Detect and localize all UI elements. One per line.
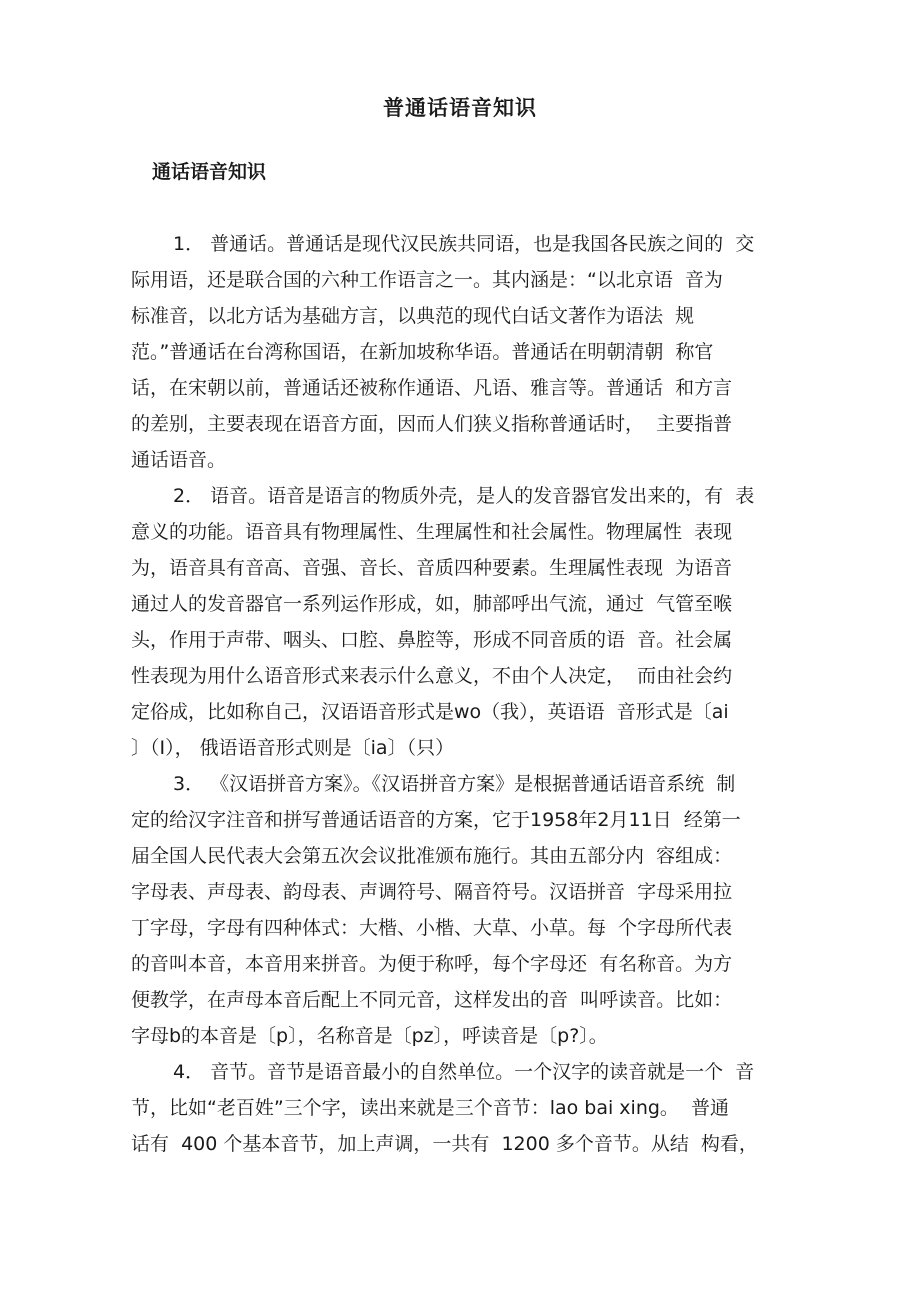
paragraph-3-line-2: 定的给汉字注音和拼写普通话语音的方案，它于1958年2月11日 经第一 (131, 809, 741, 831)
paragraph-2-line-6: 性表现为用什么语音形式来表示什么意义，不由个人决定， 而由社会约 (131, 665, 733, 687)
paragraph-1-line-7: 通话语音。 (131, 449, 227, 471)
paragraph-2-line-4: 通过人的发音器官一系列运作形成，如，肺部呼出气流，通过 气管至喉 (131, 593, 733, 615)
paragraph-2-line-5: 头，作用于声带、咽头、口腔、鼻腔等，形成不同音质的语 音。社会属 (131, 629, 733, 651)
document-title: 普通话语音知识 (383, 96, 537, 120)
document-subtitle: 通话语音知识 (152, 161, 267, 183)
paragraph-2-line-2: 意义的功能。语音具有物理属性、生理属性和社会属性。物理属性 表现 (131, 521, 733, 543)
paragraph-3-line-4: 字母表、声母表、韵母表、声调符号、隔音符号。汉语拼音 字母采用拉 (131, 881, 733, 903)
document-body (131, 226, 811, 1162)
paragraph-3-line-3: 届全国人民代表大会第五次会议批准颁布施行。其由五部分内 容组成： (131, 845, 733, 867)
paragraph-2-line-8: 〕（I）， 俄语语音形式则是〔ia〕（只） (131, 737, 455, 759)
paragraph-1-line-5: 话，在宋朝以前，普通话还被称作通语、凡语、雅言等。普通话 和方言 (131, 377, 733, 399)
paragraph-1-line-2: 际用语，还是联合国的六种工作语言之一。其内涵是：“以北京语 音为 (131, 269, 723, 291)
paragraph-3-line-5: 丁字母，字母有四种体式：大楷、小楷、大草、小草。每 个字母所代表 (131, 917, 733, 939)
paragraph-2-line-7: 定俗成，比如称自己，汉语语音形式是wo（我），英语语 音形式是〔ai (131, 701, 729, 723)
paragraph-1-line-6: 的差别，主要表现在语音方面，因而人们狭义指称普通话时， 主要指普 (131, 413, 733, 435)
paragraph-4-line-3: 话有 400 个基本音节，加上声调，一共有 1200 多个音节。从结 构看， (131, 1133, 758, 1155)
paragraph-1-line-1: 1． 普通话。普通话是现代汉民族共同语，也是我国各民族之间的 交 (173, 233, 755, 255)
paragraph-3-line-7: 便教学，在声母本音后配上不同元音，这样发出的音 叫呼读音。比如： (131, 989, 733, 1011)
paragraph-2-line-3: 为，语音具有音高、音强、音长、音质四种要素。生理属性表现 为语音 (131, 557, 733, 579)
paragraph-3-line-8: 字母b的本音是〔p〕，名称音是〔pz〕，呼读音是〔p?〕。 (131, 1025, 608, 1047)
paragraph-1-line-4: 范。”普通话在台湾称国语，在新加坡称华语。普通话在明朝清朝 称官 (131, 341, 714, 363)
paragraph-4-line-2: 节，比如“老百姓”三个字，读出来就是三个音节：lao bai xing。 普通 (131, 1097, 730, 1119)
paragraph-1-line-3: 标准音，以北方话为基础方言，以典范的现代白话文著作为语法 规 (131, 305, 695, 327)
paragraph-4-line-1: 4． 音节。音节是语音最小的自然单位。一个汉字的读音就是一个 音 (173, 1061, 755, 1083)
paragraph-3-line-1: 3． 《汉语拼音方案》。《汉语拼音方案》是根据普通话语音系统 制 (173, 773, 736, 795)
paragraph-2-line-1: 2． 语音。语音是语言的物质外壳，是人的发音器官发出来的，有 表 (173, 485, 755, 507)
paragraph-3-line-6: 的音叫本音，本音用来拼音。为便于称呼，每个字母还 有名称音。为方 (131, 953, 733, 975)
